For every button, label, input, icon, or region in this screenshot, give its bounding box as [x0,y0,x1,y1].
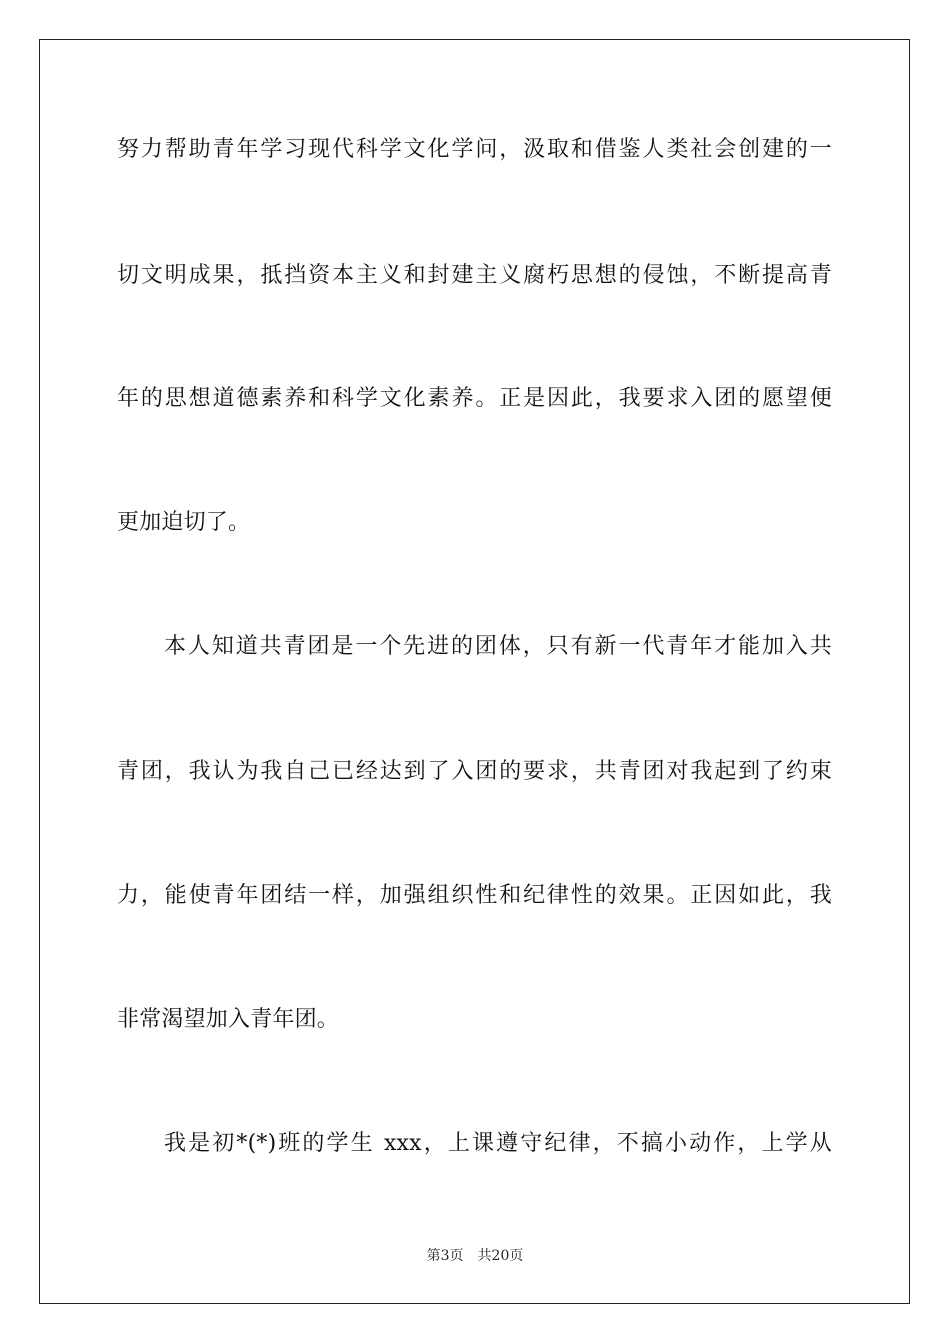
text-line: 非常渴望加入青年团。 [117,1007,340,1032]
text-line: 更加迫切了。 [117,510,251,535]
page-border [39,39,910,1304]
text-line: 我是初*(*)班的学生 xxx，上课遵守纪律，不搞小动作，上学从 [164,1131,832,1156]
page-footer [0,1247,950,1265]
text-line: 力，能使青年团结一样，加强组织性和纪律性的效果。正因如此，我 [117,883,832,908]
page-number: 第3页 [426,1248,464,1264]
text-line: 努力帮助青年学习现代科学文化学问，汲取和借鉴人类社会创建的一 [117,137,832,162]
text-line: 切文明成果，抵挡资本主义和封建主义腐朽思想的侵蚀，不断提高青 [117,263,832,288]
text-line: 年的思想道德素养和科学文化素养。正是因此，我要求入团的愿望便 [117,386,832,411]
text-line: 本人知道共青团是一个先进的团体，只有新一代青年才能加入共 [164,634,832,659]
text-line: 青团，我认为我自己已经达到了入团的要求，共青团对我起到了约束 [117,759,832,784]
page-total: 共20页 [477,1248,524,1264]
